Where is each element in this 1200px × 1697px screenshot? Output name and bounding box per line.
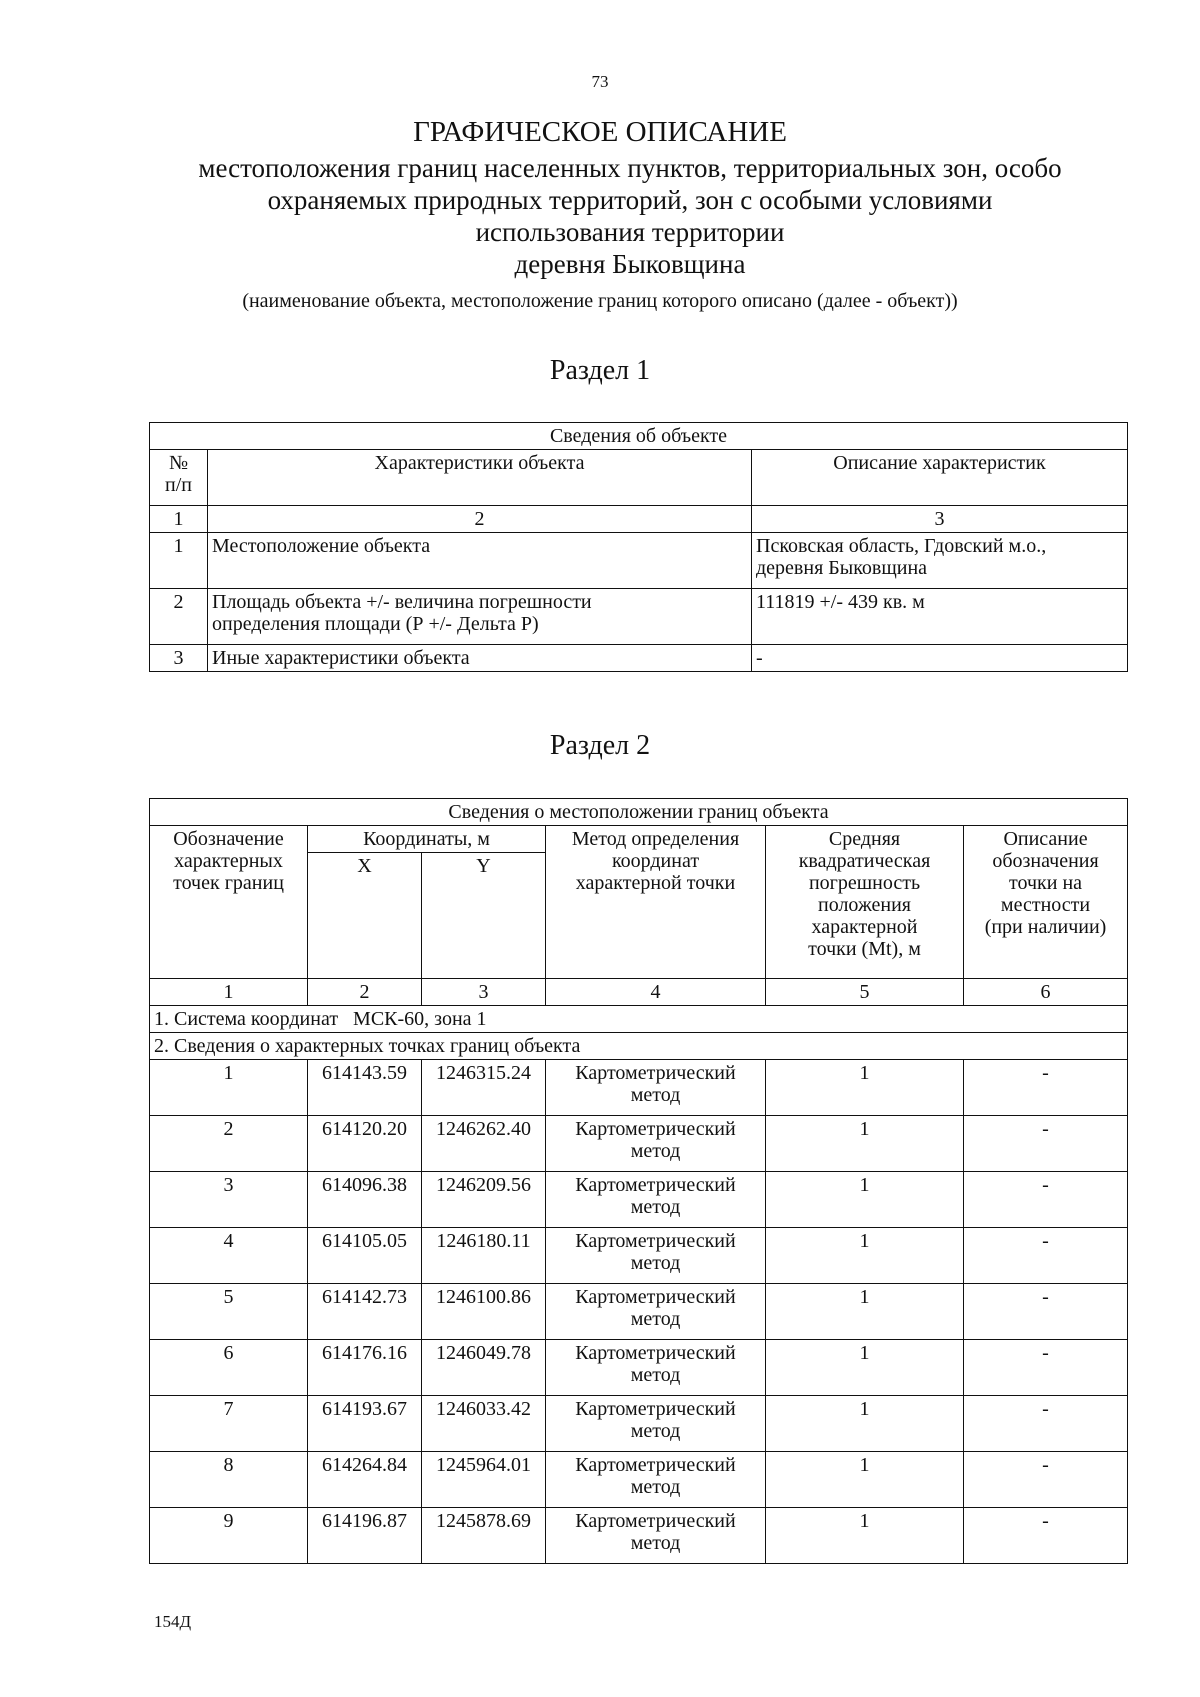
- method: Картометрический метод: [546, 1452, 766, 1508]
- table-title: Сведения об объекте: [150, 423, 1128, 450]
- point-number: 2: [150, 1116, 308, 1172]
- col-number: 6: [964, 979, 1128, 1006]
- col-number: 2: [208, 506, 752, 533]
- point-description: -: [964, 1060, 1128, 1116]
- coord-y: 1246100.86: [422, 1284, 546, 1340]
- coord-x: 614105.05: [308, 1228, 422, 1284]
- coord-y: 1246209.56: [422, 1172, 546, 1228]
- table-row: [150, 645, 1128, 672]
- mt-value: 1: [766, 1396, 964, 1452]
- coordinate-system-row: 1. Система координат МСК-60, зона 1: [150, 1006, 1128, 1033]
- footer-code: 154Д: [154, 1612, 192, 1631]
- header-method: Метод определения координат характерной точки: [546, 826, 766, 979]
- coord-y: 1246049.78: [422, 1340, 546, 1396]
- point-description: -: [964, 1116, 1128, 1172]
- coord-x: 614176.16: [308, 1340, 422, 1396]
- section-1-heading: Раздел 1: [549, 355, 651, 386]
- coord-x: 614120.20: [308, 1116, 422, 1172]
- col-number: 3: [422, 979, 546, 1006]
- header-num: № п/п: [150, 450, 208, 506]
- table-row: [150, 1340, 1128, 1396]
- mt-value: 1: [766, 1116, 964, 1172]
- point-number: 6: [150, 1340, 308, 1396]
- col-number: 1: [150, 979, 308, 1006]
- row-value: -: [752, 645, 1128, 672]
- method: Картометрический метод: [546, 1284, 766, 1340]
- coord-y: 1245964.01: [422, 1452, 546, 1508]
- header-x: X: [308, 853, 422, 979]
- table-row: [150, 1452, 1128, 1508]
- page-number: 73: [591, 72, 609, 91]
- coord-x: 614193.67: [308, 1396, 422, 1452]
- table-row: [150, 1172, 1128, 1228]
- table-row: [150, 1060, 1128, 1116]
- mt-value: 1: [766, 1508, 964, 1564]
- point-description: -: [964, 1172, 1128, 1228]
- object-info-table: [149, 422, 1128, 672]
- header-error: Средняя квадратическая погрешность положения характерной точки (Mt), м: [766, 826, 964, 979]
- header-description: Описание характеристик: [752, 450, 1128, 506]
- point-number: 4: [150, 1228, 308, 1284]
- coord-x: 614096.38: [308, 1172, 422, 1228]
- point-description: -: [964, 1452, 1128, 1508]
- coord-x: 614196.87: [308, 1508, 422, 1564]
- coord-y: 1246180.11: [422, 1228, 546, 1284]
- point-number: 8: [150, 1452, 308, 1508]
- header-characteristics: Характеристики объекта: [208, 450, 752, 506]
- table-row: [150, 1284, 1128, 1340]
- header-y: Y: [422, 853, 546, 979]
- subtitle-line: местоположения границ населенных пунктов, территориальных зон, особо: [198, 153, 1062, 183]
- point-description: -: [964, 1340, 1128, 1396]
- point-number: 3: [150, 1172, 308, 1228]
- row-num: 2: [150, 589, 208, 645]
- object-name-note: (наименование объекта, местоположение границ которого описано (далее - объект)): [242, 290, 958, 312]
- table-row: [150, 1508, 1128, 1564]
- row-value: Псковская область, Гдовский м.о., деревня Быковщина: [752, 533, 1128, 589]
- method: Картометрический метод: [546, 1228, 766, 1284]
- col-number: 1: [150, 506, 208, 533]
- object-name: деревня Быковщина: [514, 249, 746, 279]
- table-row: [150, 1396, 1128, 1452]
- mt-value: 1: [766, 1452, 964, 1508]
- mt-value: 1: [766, 1228, 964, 1284]
- header-point: Обозначение характерных точек границ: [150, 826, 308, 979]
- mt-value: 1: [766, 1340, 964, 1396]
- table-row: [150, 589, 1128, 645]
- method: Картометрический метод: [546, 1340, 766, 1396]
- subtitle-line: охраняемых природных территорий, зон с особыми условиями: [267, 185, 993, 215]
- row-num: 3: [150, 645, 208, 672]
- table-title: Сведения о местоположении границ объекта: [150, 799, 1128, 826]
- point-description: -: [964, 1396, 1128, 1452]
- mt-value: 1: [766, 1172, 964, 1228]
- coord-y: 1246315.24: [422, 1060, 546, 1116]
- coord-x: 614142.73: [308, 1284, 422, 1340]
- method: Картометрический метод: [546, 1060, 766, 1116]
- row-num: 1: [150, 533, 208, 589]
- document-title: ГРАФИЧЕСКОЕ ОПИСАНИЕ: [413, 116, 787, 148]
- row-name: Местоположение объекта: [208, 533, 752, 589]
- col-number: 3: [752, 506, 1128, 533]
- mt-value: 1: [766, 1060, 964, 1116]
- section-2-heading: Раздел 2: [549, 730, 651, 761]
- coord-x: 614264.84: [308, 1452, 422, 1508]
- point-number: 1: [150, 1060, 308, 1116]
- table-row: [150, 1228, 1128, 1284]
- col-number: 2: [308, 979, 422, 1006]
- boundary-points-table: [149, 798, 1128, 1564]
- document-subtitle: [130, 152, 1130, 280]
- point-number: 7: [150, 1396, 308, 1452]
- coord-y: 1246033.42: [422, 1396, 546, 1452]
- row-name: Иные характеристики объекта: [208, 645, 752, 672]
- point-description: -: [964, 1228, 1128, 1284]
- col-number: 5: [766, 979, 964, 1006]
- points-info-row: 2. Сведения о характерных точках границ объекта: [150, 1033, 1128, 1060]
- coord-y: 1246262.40: [422, 1116, 546, 1172]
- table-row: [150, 1116, 1128, 1172]
- method: Картометрический метод: [546, 1396, 766, 1452]
- method: Картометрический метод: [546, 1116, 766, 1172]
- coord-y: 1245878.69: [422, 1508, 546, 1564]
- method: Картометрический метод: [546, 1172, 766, 1228]
- row-value: 111819 +/- 439 кв. м: [752, 589, 1128, 645]
- point-description: -: [964, 1284, 1128, 1340]
- row-name: Площадь объекта +/- величина погрешности определения площади (Р +/- Дельта Р): [208, 589, 752, 645]
- method: Картометрический метод: [546, 1508, 766, 1564]
- col-number: 4: [546, 979, 766, 1006]
- subtitle-line: использования территории: [475, 217, 785, 247]
- mt-value: 1: [766, 1284, 964, 1340]
- point-number: 5: [150, 1284, 308, 1340]
- point-description: -: [964, 1508, 1128, 1564]
- table-row: [150, 533, 1128, 589]
- coord-x: 614143.59: [308, 1060, 422, 1116]
- points-body: [150, 1060, 1128, 1564]
- point-number: 9: [150, 1508, 308, 1564]
- header-description: Описание обозначения точки на местности (при наличии): [964, 826, 1128, 979]
- header-coords: Координаты, м: [308, 826, 546, 853]
